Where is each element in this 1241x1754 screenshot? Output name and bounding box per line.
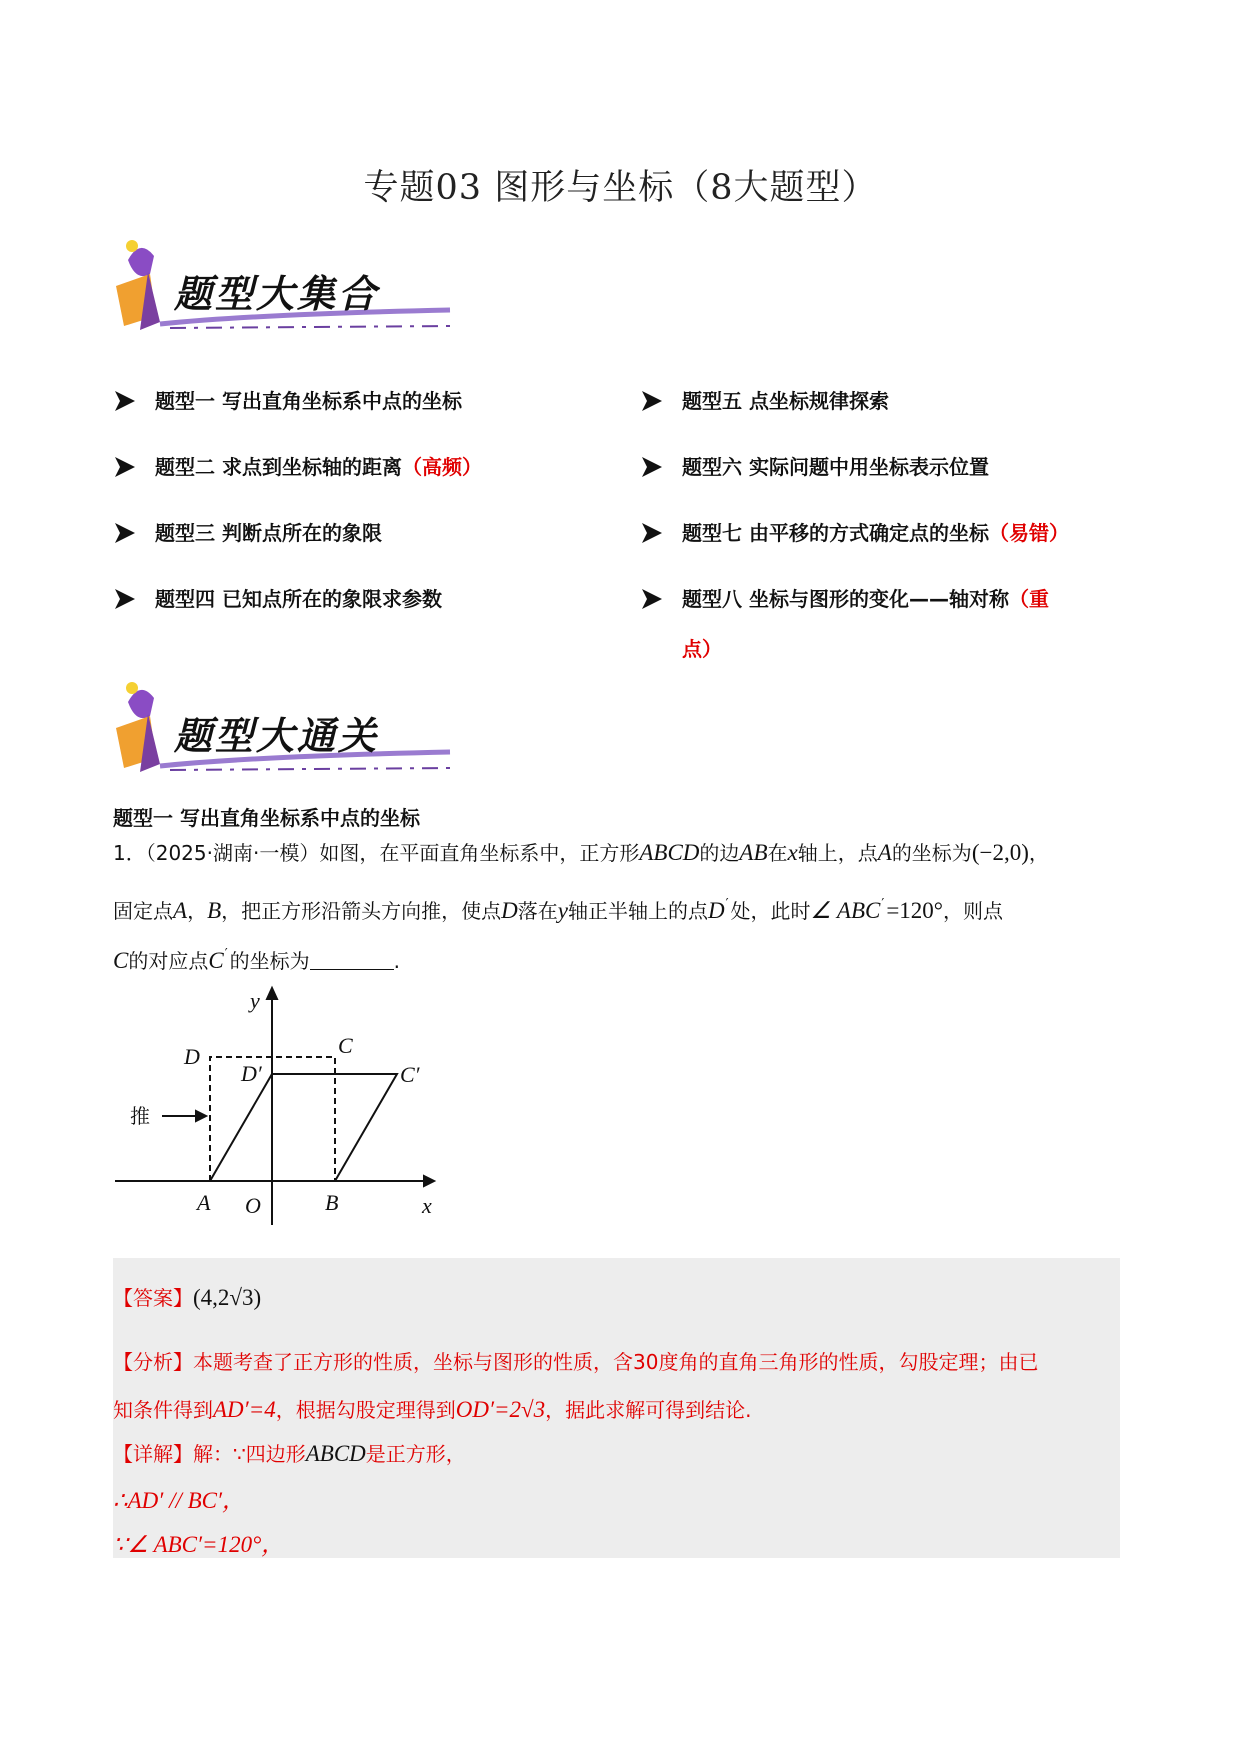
label-D: D	[184, 1044, 200, 1069]
toc-label: 题型八 坐标与图形的变化——轴对称	[682, 587, 1009, 611]
math: ABCD	[639, 840, 700, 865]
label-push: 推	[130, 1104, 150, 1128]
math: ′	[224, 947, 228, 962]
arrow-bullet-icon	[640, 587, 664, 611]
math: D	[707, 898, 725, 923]
text: ，	[1028, 841, 1049, 865]
math: ∴AD′ // BC′，	[113, 1488, 246, 1513]
text: ，据此求解可得到结论.	[545, 1398, 752, 1422]
detail-line-3	[113, 1526, 284, 1559]
answer-tag: 【答案】	[113, 1286, 193, 1310]
math: =120°	[886, 898, 943, 923]
text: 是正方形，	[365, 1442, 466, 1466]
label-y: y	[250, 988, 260, 1013]
math: ABCD	[305, 1441, 366, 1466]
text: ，	[187, 899, 208, 923]
math: D	[501, 898, 518, 923]
math: ∵∠ ABC′=120°，	[113, 1532, 285, 1557]
math: AB	[739, 840, 768, 865]
answer-blank[interactable]	[310, 949, 394, 970]
banner-title: 题型大集合	[174, 271, 380, 316]
text: 的边	[699, 841, 740, 865]
question-number: 1．	[113, 841, 146, 865]
toc-label: 题型三 判断点所在的象限	[155, 521, 382, 545]
toc-label: 题型五 点坐标规律探索	[682, 389, 889, 413]
toc-label: 题型一 写出直角坐标系中点的坐标	[155, 389, 462, 413]
text: 处，此时	[730, 899, 811, 923]
text: 知条件得到	[113, 1398, 213, 1422]
math: ∠ ABC	[810, 898, 881, 923]
toc-tag: （高频）	[401, 455, 482, 479]
text: .	[393, 949, 400, 973]
toc-tag-cont: 点）	[682, 637, 722, 661]
text: 的对应点	[128, 949, 209, 973]
section-heading: 题型一 写出直角坐标系中点的坐标	[113, 806, 420, 830]
text: ，根据勾股定理得到	[275, 1398, 456, 1422]
text: 如图，在平面直角坐标系中，正方形	[319, 841, 640, 865]
analysis-tag: 【分析】	[113, 1350, 193, 1374]
text: ，则点	[942, 899, 1003, 923]
label-A: A	[197, 1190, 211, 1215]
math: C	[113, 948, 129, 973]
page-title: 专题03 图形与坐标（8大题型）	[363, 168, 878, 208]
arrow-bullet-icon	[113, 389, 137, 413]
question-line-3	[113, 940, 400, 976]
question-line-2	[113, 890, 1003, 926]
label-Cp: C′	[400, 1062, 420, 1087]
detail-tag: 【详解】	[113, 1442, 193, 1466]
square-push-figure	[100, 985, 460, 1240]
toc-label: 题型六 实际问题中用坐标表示位置	[682, 455, 989, 479]
text: ，把正方形沿箭头方向推，使点	[221, 899, 502, 923]
text: 轴上，点	[797, 841, 878, 865]
answer-value: (4,2√3)	[193, 1285, 262, 1310]
text: 在	[767, 841, 788, 865]
toc-tag: （重	[1008, 587, 1049, 611]
arrow-bullet-icon	[113, 521, 137, 545]
analysis-line-1	[113, 1346, 1038, 1375]
math: AD′=4	[213, 1397, 276, 1422]
text: 轴正半轴上的点	[567, 899, 708, 923]
text: 落在	[517, 899, 558, 923]
banner-question-types	[110, 230, 460, 345]
x-arrow-icon	[424, 1176, 434, 1186]
math: ′	[881, 897, 885, 912]
question-line-1	[113, 838, 1049, 868]
math: C	[208, 948, 224, 973]
math: B	[207, 898, 222, 923]
text: 的坐标为	[229, 949, 310, 973]
math: y	[557, 898, 568, 923]
math: A	[877, 840, 892, 865]
label-O: O	[245, 1193, 261, 1218]
arrow-bullet-icon	[113, 587, 137, 611]
toc-label: 题型二 求点到坐标轴的距离	[155, 455, 402, 479]
detail-line-1	[113, 1438, 466, 1467]
push-arrow-icon	[196, 1111, 206, 1121]
label-Dp: D′	[241, 1061, 262, 1086]
detail-line-2	[113, 1482, 245, 1515]
banner-title: 题型大通关	[174, 713, 380, 758]
label-C: C	[338, 1033, 353, 1058]
parallelogram	[210, 1074, 397, 1181]
label-x: x	[422, 1193, 432, 1218]
text: 解：∵四边形	[193, 1442, 306, 1466]
arrow-bullet-icon	[640, 521, 664, 545]
arrow-bullet-icon	[113, 455, 137, 479]
banner-practice	[110, 672, 460, 787]
math: OD′=2√3	[455, 1397, 546, 1422]
math: (−2,0)	[971, 840, 1029, 865]
analysis-line-2	[113, 1394, 751, 1423]
math: A	[173, 898, 188, 923]
label-B: B	[325, 1190, 339, 1215]
answer-line	[113, 1282, 261, 1311]
text: 的坐标为	[891, 841, 972, 865]
question-source: （2025·湖南·一模）	[145, 841, 320, 865]
arrow-bullet-icon	[640, 389, 664, 413]
toc-label: 题型七 由平移的方式确定点的坐标	[682, 521, 989, 545]
math: x	[787, 840, 798, 865]
toc-label: 题型四 已知点所在的象限求参数	[155, 587, 442, 611]
toc-tag: （易错）	[988, 521, 1069, 545]
y-arrow-icon	[267, 988, 277, 999]
arrow-bullet-icon	[640, 455, 664, 479]
math: ′	[725, 897, 729, 912]
text: 本题考查了正方形的性质，坐标与图形的性质，含30度角的直角三角形的性质，勾股定理；由已	[193, 1350, 1039, 1374]
text: 固定点	[113, 899, 173, 923]
